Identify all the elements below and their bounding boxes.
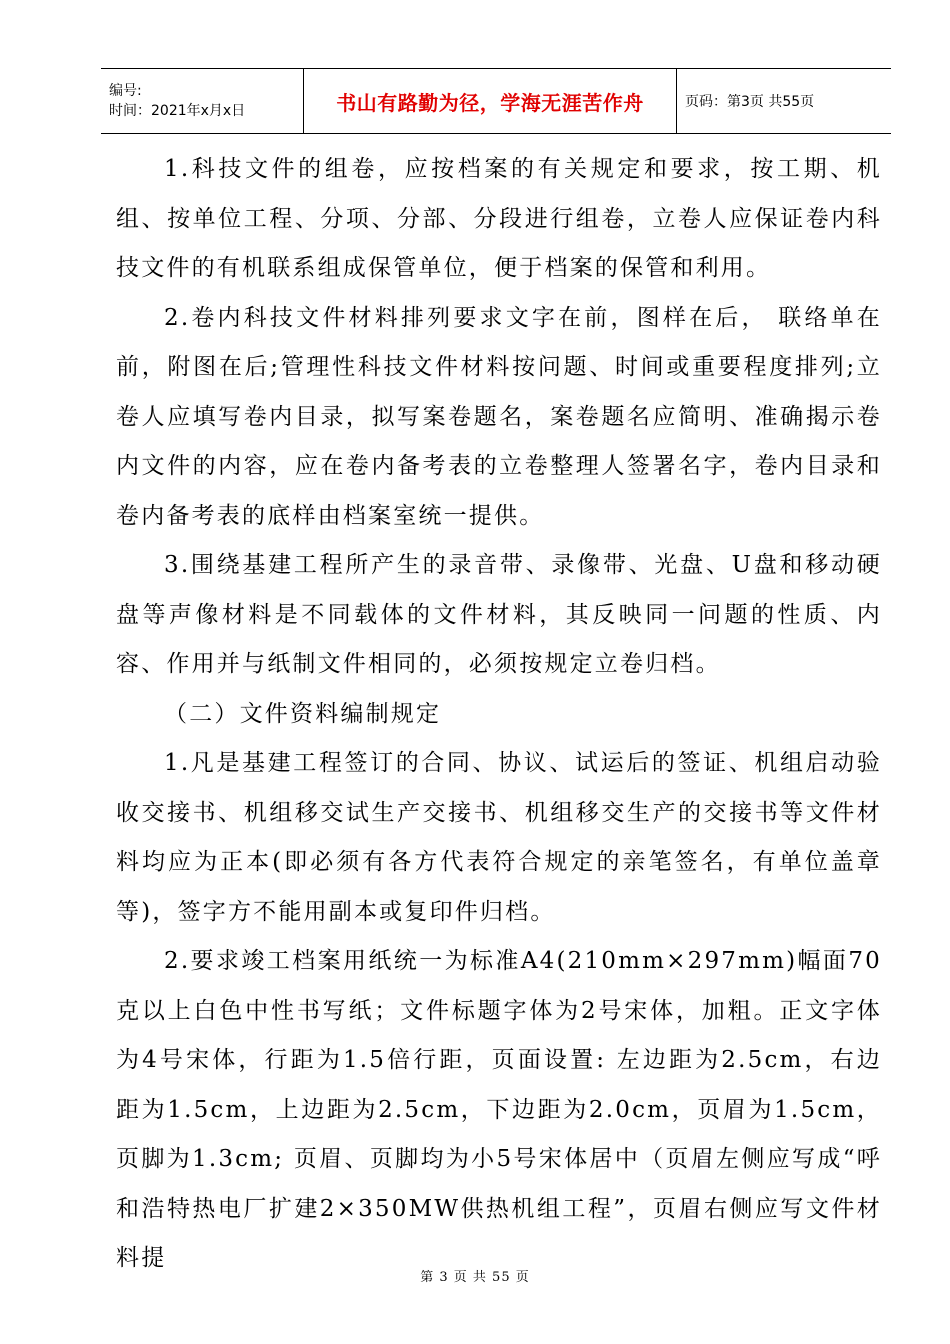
- header-motto-cell: [304, 69, 677, 133]
- page-footer: 第 3 页 共 55 页: [420, 1270, 530, 1285]
- header-motto: 书山有路勤为径，学海无涯苦作舟: [336, 90, 644, 115]
- document-body: [116, 145, 882, 1284]
- paragraph-5: 2.要求竣工档案用纸统一为标准A4(210mm×297mm)幅面70克以上白色中性书写纸；文件标题字体为2号宋体，加粗。正文字体为4号宋体，行距为1.5倍行距，页面设置: 左边距为2.5cm，右边距为1.5cm，上边距为2.5cm，下边距为2.0cm，页眉为1.5cm，页脚为1.3cm; 页眉、页脚均为小5号宋体居中（页眉左侧应写成“呼和浩特热电厂扩建2×350MW供热机组工程”，页眉右侧应写文件材料提: [116, 948, 882, 1271]
- header-page-label: 页码：第3页 共55页: [685, 94, 815, 110]
- page-header: [101, 68, 891, 134]
- section-heading: （二）文件资料编制规定: [164, 700, 442, 727]
- header-page-cell: [677, 69, 891, 133]
- document-number-label: 编号:: [109, 83, 142, 99]
- paragraph-4: 1.凡是基建工程签订的合同、协议、试运后的签证、机组启动验收交接书、机组移交试生产交接书、机组移交生产的交接书等文件材料均应为正本(即必须有各方代表符合规定的亲笔签名，有单位盖章等)，签字方不能用副本或复印件归档。: [116, 750, 882, 925]
- paragraph-3: 3.围绕基建工程所产生的录音带、录像带、光盘、U盘和移动硬盘等声像材料是不同载体的文件材料，其反映同一问题的性质、内容、作用并与纸制文件相同的，必须按规定立卷归档。: [116, 552, 882, 677]
- header-meta-cell: [101, 69, 304, 133]
- document-time-label: 时间：2021年x月x日: [109, 103, 246, 119]
- paragraph-2: 2.卷内科技文件材料排列要求文字在前，图样在后， 联络单在前，附图在后;管理性科技文件材料按问题、时间或重要程度排列;立卷人应填写卷内目录，拟写案卷题名，案卷题名应简明、准确揭示卷内文件的内容，应在卷内备考表的立卷整理人签署名字，卷内目录和卷内备考表的底样由档案室统一提供。: [116, 304, 882, 529]
- paragraph-1: 1.科技文件的组卷，应按档案的有关规定和要求，按工期、机组、按单位工程、分项、分部、分段进行组卷，立卷人应保证卷内科技文件的有机联系组成保管单位，便于档案的保管和利用。: [116, 156, 882, 281]
